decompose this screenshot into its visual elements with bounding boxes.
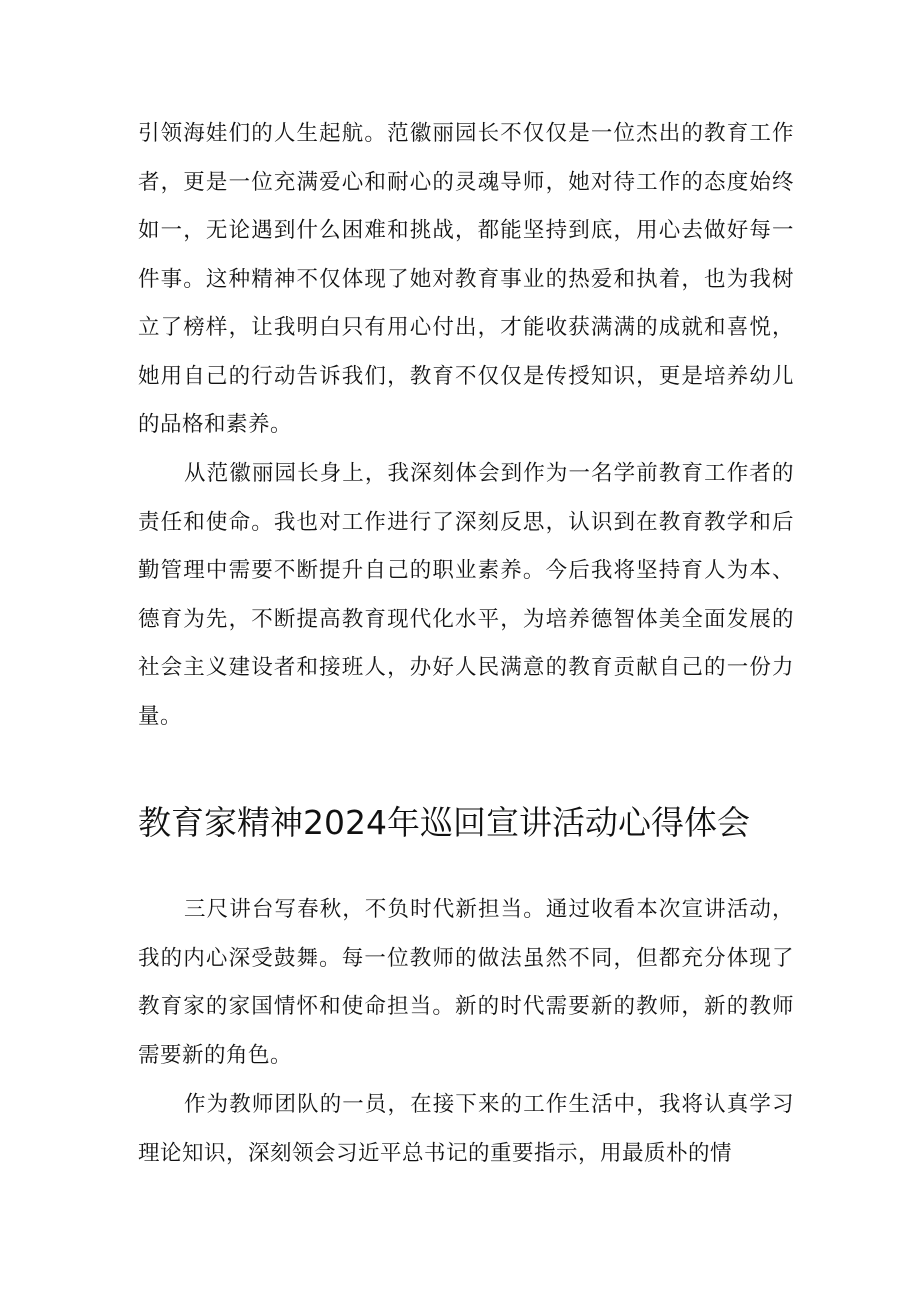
section-heading: 教育家精神2024年巡回宣讲活动心得体会 (138, 803, 750, 842)
paragraph-reflection: 从范徽丽园长身上，我深刻体会到作为一名学前教育工作者的责任和使命。我也对工作进行了深刻反思，认识到在教育教学和后勤管理中需要不断提升自己的职业素养。今后我将坚持育人为本、德育为先，不断提高教育现代化水平，为培养德智体美全面发展的社会主义建设者和接班人，办好人民满意的教育贡献自己的一份力量。 (138, 461, 794, 729)
paragraph-section-intro: 三尺讲台写春秋，不负时代新担当。通过收看本次宣讲活动，我的内心深受鼓舞。每一位教师的做法虽然不同，但都充分体现了教育家的家国情怀和使命担当。新的时代需要新的教师，新的教师需要新的角色。 (138, 897, 794, 1068)
paragraph-section-commitment: 作为教师团队的一员，在接下来的工作生活中，我将认真学习理论知识，深刻领会习近平总书记的重要指示，用最质朴的情 (138, 1092, 794, 1166)
paragraph-continuation: 引领海娃们的人生起航。范徽丽园长不仅仅是一位杰出的教育工作者，更是一位充满爱心和耐心的灵魂导师，她对待工作的态度始终如一，无论遇到什么困难和挑战，都能坚持到底，用心去做好每一件事。这种精神不仅体现了她对教育事业的热爱和执着，也为我树立了榜样，让我明白只有用心付出，才能收获满满的成就和喜悦，她用自己的行动告诉我们，教育不仅仅是传授知识，更是培养幼儿的品格和素养。 (138, 121, 794, 437)
